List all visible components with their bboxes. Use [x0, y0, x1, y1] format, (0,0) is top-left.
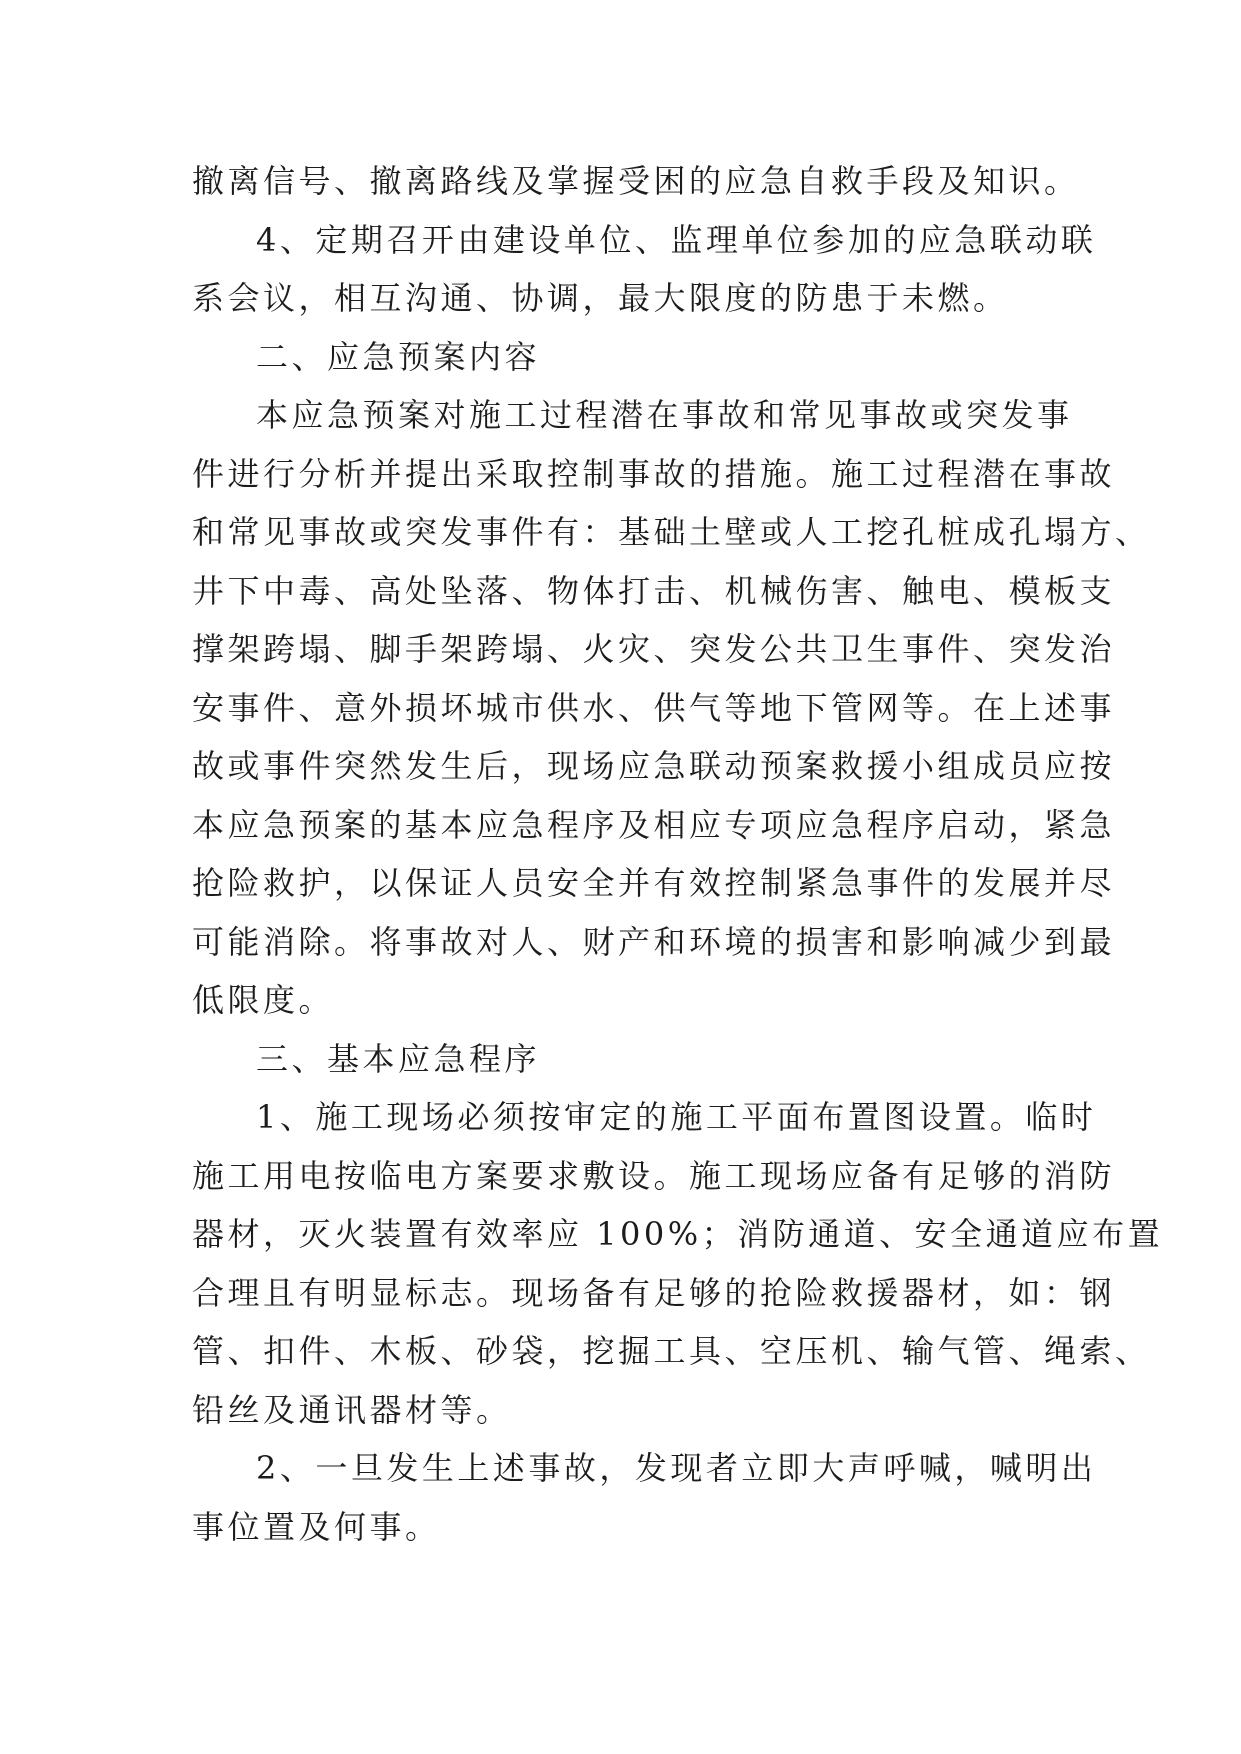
text-line: 可能消除。将事故对人、财产和环境的损害和影响减少到最 [192, 922, 1116, 961]
text-line: 抢险救护，以保证人员安全并有效控制紧急事件的发展并尽 [192, 864, 1116, 902]
text-line: 4、定期召开由建设单位、监理单位参加的应急联动联 [256, 220, 1097, 259]
text-line: 1、施工现场必须按审定的施工平面布置图设置。临时 [256, 1098, 1097, 1136]
heading-text: 二、应急预案内容 [256, 337, 541, 376]
paragraph-joint-meeting [192, 211, 1097, 328]
text-line: 撑架跨塌、脚手架跨塌、火灾、突发公共卫生事件、突发治 [192, 630, 1116, 668]
section-heading-plan-content [192, 328, 1054, 387]
text-line: 施工用电按临电方案要求敷设。施工现场应备有足够的消防 [192, 1156, 1116, 1195]
text-line: 撤离信号、撤离路线及掌握受困的应急自救手段及知识。 [192, 162, 1080, 200]
text-line: 故或事件突然发生后，现场应急联动预案救援小组成员应按 [192, 747, 1116, 785]
paragraph-site-layout [192, 1088, 1164, 1439]
text-line: 器材，灭火装置有效率应 100%；消防通道、安全通道应布置 [192, 1215, 1164, 1253]
text-line: 井下中毒、高处坠落、物体打击、机械伤害、触电、模板支 [192, 571, 1116, 610]
text-line: 事位置及何事。 [192, 1507, 441, 1546]
text-line: 管、扣件、木板、砂袋，挖掘工具、空压机、输气管、绳索、 [192, 1332, 1151, 1370]
text-line: 系会议，相互沟通、协调，最大限度的防患于未燃。 [192, 279, 1009, 317]
text-line: 铅丝及通讯器材等。 [192, 1390, 512, 1429]
section-heading-basic-procedure [192, 1030, 1054, 1089]
paragraph-plan-description [192, 386, 1151, 1030]
text-line: 安事件、意外损坏城市供水、供气等地下管网等。在上述事 [192, 688, 1116, 727]
text-line: 合理且有明显标志。现场备有足够的抢险救援器材，如：钢 [192, 1273, 1116, 1312]
text-line: 低限度。 [192, 981, 335, 1019]
document-body [192, 152, 1164, 1556]
paragraph-evacuation-signal [192, 152, 1080, 211]
paragraph-accident-report [192, 1439, 1097, 1556]
text-line: 本应急预案的基本应急程序及相应专项应急程序启动，紧急 [192, 805, 1116, 844]
text-line: 本应急预案对施工过程潜在事故和常见事故或突发事 [256, 396, 1073, 434]
text-line: 件进行分析并提出采取控制事故的措施。施工过程潜在事故 [192, 454, 1116, 493]
text-line: 2、一旦发生上述事故，发现者立即大声呼喊，喊明出 [256, 1449, 1097, 1487]
heading-text: 三、基本应急程序 [256, 1039, 541, 1078]
text-line: 和常见事故或突发事件有：基础土壁或人工挖孔桩成孔塌方、 [192, 513, 1151, 551]
